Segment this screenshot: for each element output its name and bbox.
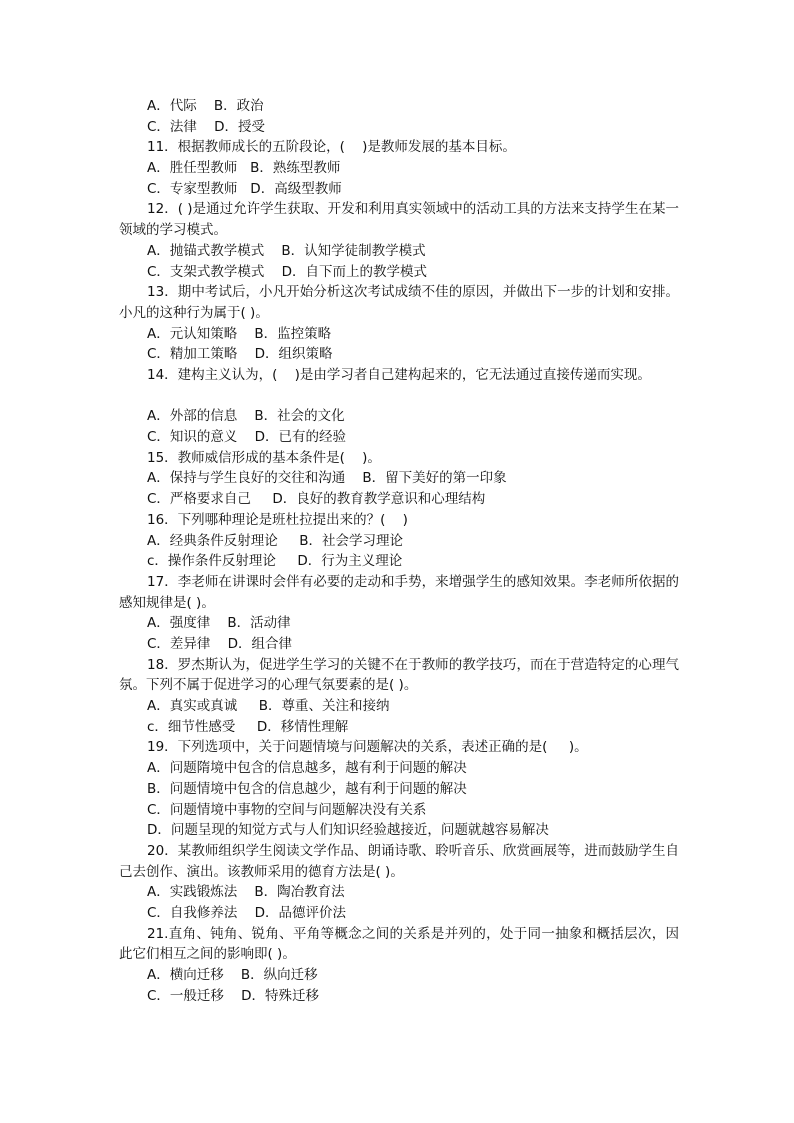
- answer-option-line: A．抛锚式教学模式 B．认知学徒制教学模式: [147, 242, 426, 259]
- answer-option-line: D．问题呈现的知觉方式与人们知识经验越接近，问题就越容易解决: [147, 822, 549, 839]
- answer-option-line: A．保持与学生良好的交往和沟通 B．留下美好的第一印象: [147, 470, 507, 487]
- answer-option-line: A．经典条件反射理论 B．社会学习理论: [147, 532, 403, 549]
- answer-option-line: A．横向迁移 B．纵向迁移: [147, 967, 318, 984]
- document-body: [119, 96, 679, 1006]
- answer-option-line: A．真实或真诚 B．尊重、关注和接纳: [147, 698, 390, 715]
- answer-option-line: C．法律 D．授受: [147, 118, 265, 135]
- blank-line: [119, 386, 679, 407]
- answer-option-line: C．严格要求自己 D．良好的教育教学意识和心理结构: [147, 491, 486, 508]
- question-text: 15．教师威信形成的基本条件是( )。: [147, 449, 381, 466]
- question-text: 16．下列哪种理论是班杜拉提出来的？( ): [147, 511, 408, 528]
- question-text: 18．罗杰斯认为，促进学生学习的关键不在于教师的教学技巧，而在于营造特定的心理气氛。下列不属于促进学习的心理气氛要素的是( )。: [119, 656, 679, 694]
- answer-option-line: C．自我修养法 D．品德评价法: [147, 904, 346, 921]
- question-text: 14．建构主义认为，( )是由学习者自己建构起来的，它无法通过直接传递而实现。: [147, 367, 651, 383]
- answer-option-line: C．差异律 D．组合律: [147, 635, 292, 652]
- answer-option-line: B．问题情境中包含的信息越少，越有利于问题的解决: [147, 780, 467, 797]
- answer-option-line: A．代际 B．政治: [147, 98, 264, 114]
- question-text: 17．李老师在讲课时会伴有必要的走动和手势，来增强学生的感知效果。李老师所依据的感知规律是( )。: [119, 573, 679, 611]
- question-text: 21.直角、钝角、锐角、平角等概念之间的关系是并列的，处于同一抽象和概括层次，因此它们相互之间的影响即( )。: [119, 925, 679, 963]
- answer-option-line: c．细节性感受 D．移情性理解: [147, 718, 349, 735]
- question-text: 19．下列选项中，关于问题情境与问题解决的关系，表述正确的是( )。: [147, 739, 588, 756]
- answer-option-line: C．问题情境中事物的空间与问题解决没有关系: [147, 801, 427, 818]
- answer-option-line: A．实践锻炼法 B．陶冶教育法: [147, 884, 345, 901]
- answer-option-line: C．支架式教学模式 D．自下而上的教学模式: [147, 263, 427, 280]
- question-text: 12．( )是通过允许学生获取、开发和利用真实领域中的活动工具的方法来支持学生在某一领域的学习模式。: [119, 201, 679, 239]
- answer-option-line: A．问题隋境中包含的信息越多，越有利于问题的解决: [147, 760, 467, 777]
- question-text: 20．某教师组织学生阅读文学作品、朗诵诗歌、聆听音乐、欣赏画展等，进而鼓励学生自己去创作、演出。该教师采用的德育方法是( )。: [119, 842, 679, 880]
- answer-option-line: C．专家型教师 D．高级型教师: [147, 180, 342, 197]
- answer-option-line: c．操作条件反射理论 D．行为主义理论: [147, 553, 403, 570]
- answer-option-line: A．元认知策略 B．监控策略: [147, 325, 332, 342]
- question-text: 13．期中考试后，小凡开始分析这次考试成绩不佳的原因，并做出下一步的计划和安排。小凡的这种行为属于( )。: [119, 284, 679, 321]
- answer-option-line: C．精加工策略 D．组织策略: [147, 346, 333, 363]
- question-text: 11．根据教师成长的五阶段论，( )是教师发展的基本目标。: [147, 139, 516, 156]
- answer-option-line: C．知识的意义 D．已有的经验: [147, 429, 346, 446]
- answer-option-line: A．强度律 B．活动律: [147, 615, 291, 632]
- answer-option-line: A．胜任型教师 B．熟练型教师: [147, 160, 341, 177]
- answer-option-line: C．一般迁移 D．特殊迁移: [147, 987, 319, 1004]
- answer-option-line: A．外部的信息 B．社会的文化: [147, 408, 345, 425]
